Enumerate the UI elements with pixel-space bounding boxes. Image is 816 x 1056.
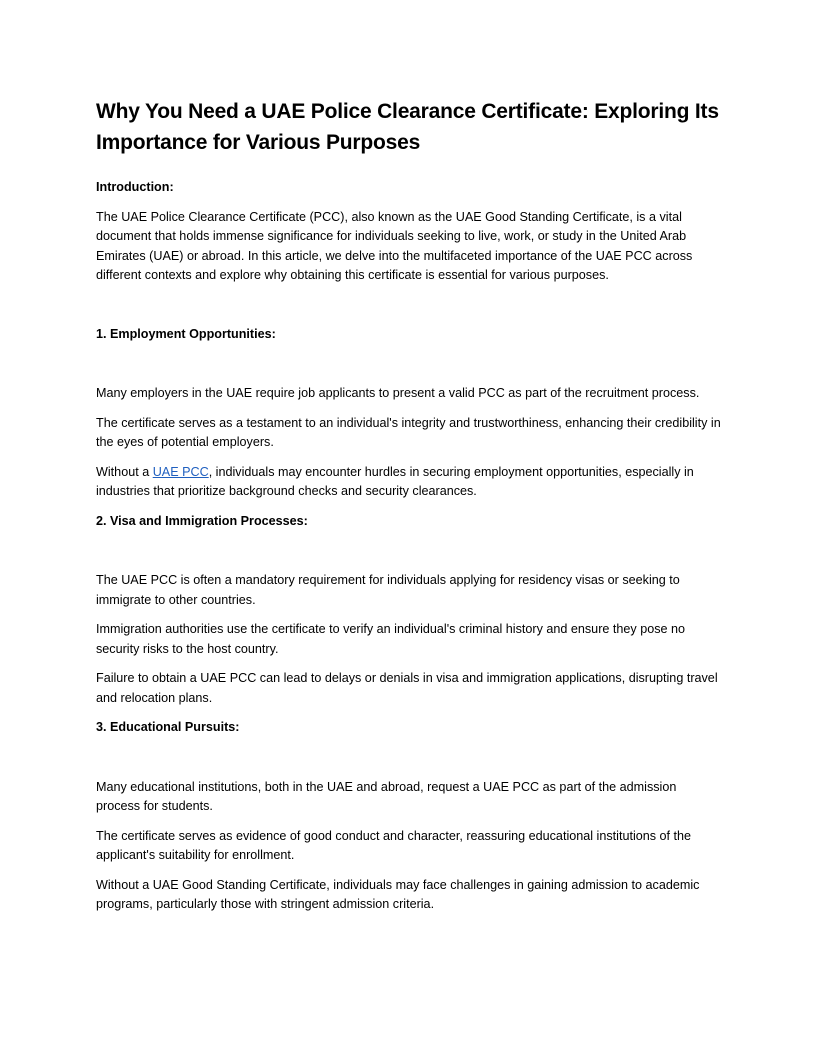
section-paragraph: The UAE PCC is often a mandatory requirement for individuals applying for residency visas or seeking to immigrate to other countries. <box>96 573 680 607</box>
section-paragraph: Many employers in the UAE require job applicants to present a valid PCC as part of the recruitment process. <box>96 386 700 400</box>
section-paragraph: Immigration authorities use the certificate to verify an individual's criminal history and ensure they pose no security risks to the host country. <box>96 622 686 656</box>
section-paragraph: Without a UAE Good Standing Certificate, individuals may face challenges in gaining admission to academic programs, particularly those with stringent admission criteria. <box>96 877 700 911</box>
page-title: Why You Need a UAE Police Clearance Certificate: Exploring Its Importance for Various Purposes <box>96 100 719 154</box>
section-paragraph: The certificate serves as evidence of good conduct and character, reassuring educational institutions of the applicant's suitability for enrollment. <box>96 828 692 862</box>
intro-paragraph: The UAE Police Clearance Certificate (PCC), also known as the UAE Good Standing Certificate, is a vital document that holds immense significance for individuals seeking to live, work, or study in the United Arab Emirates (UAE) or abroad. In this article, we delve into the multifaceted importance of the UAE PCC across different contexts and explore why obtaining this certificate is essential for various purposes. <box>96 209 693 282</box>
section-heading-visa: 2. Visa and Immigration Processes: <box>96 513 308 528</box>
uae-pcc-link[interactable]: UAE PCC <box>152 464 209 479</box>
document-page <box>96 96 722 915</box>
section-paragraph: Many educational institutions, both in the UAE and abroad, request a UAE PCC as part of the admission process for students. <box>96 779 677 813</box>
intro-heading: Introduction: <box>96 180 174 194</box>
paragraph-text: Without a <box>96 464 153 479</box>
section-heading-education: 3. Educational Pursuits: <box>96 720 240 734</box>
section-paragraph-with-link <box>96 463 722 502</box>
paragraph-text: , individuals may encounter hurdles in securing employment opportunities, especially in industries that prioritize background checks and security clearances. <box>96 464 694 498</box>
section-paragraph: The certificate serves as a testament to an individual's integrity and trustworthiness, enhancing their credibility in the eyes of potential employers. <box>96 415 721 449</box>
section-paragraph: Failure to obtain a UAE PCC can lead to delays or denials in visa and immigration applications, disrupting travel and relocation plans. <box>96 671 718 705</box>
section-heading-employment: 1. Employment Opportunities: <box>96 326 276 341</box>
